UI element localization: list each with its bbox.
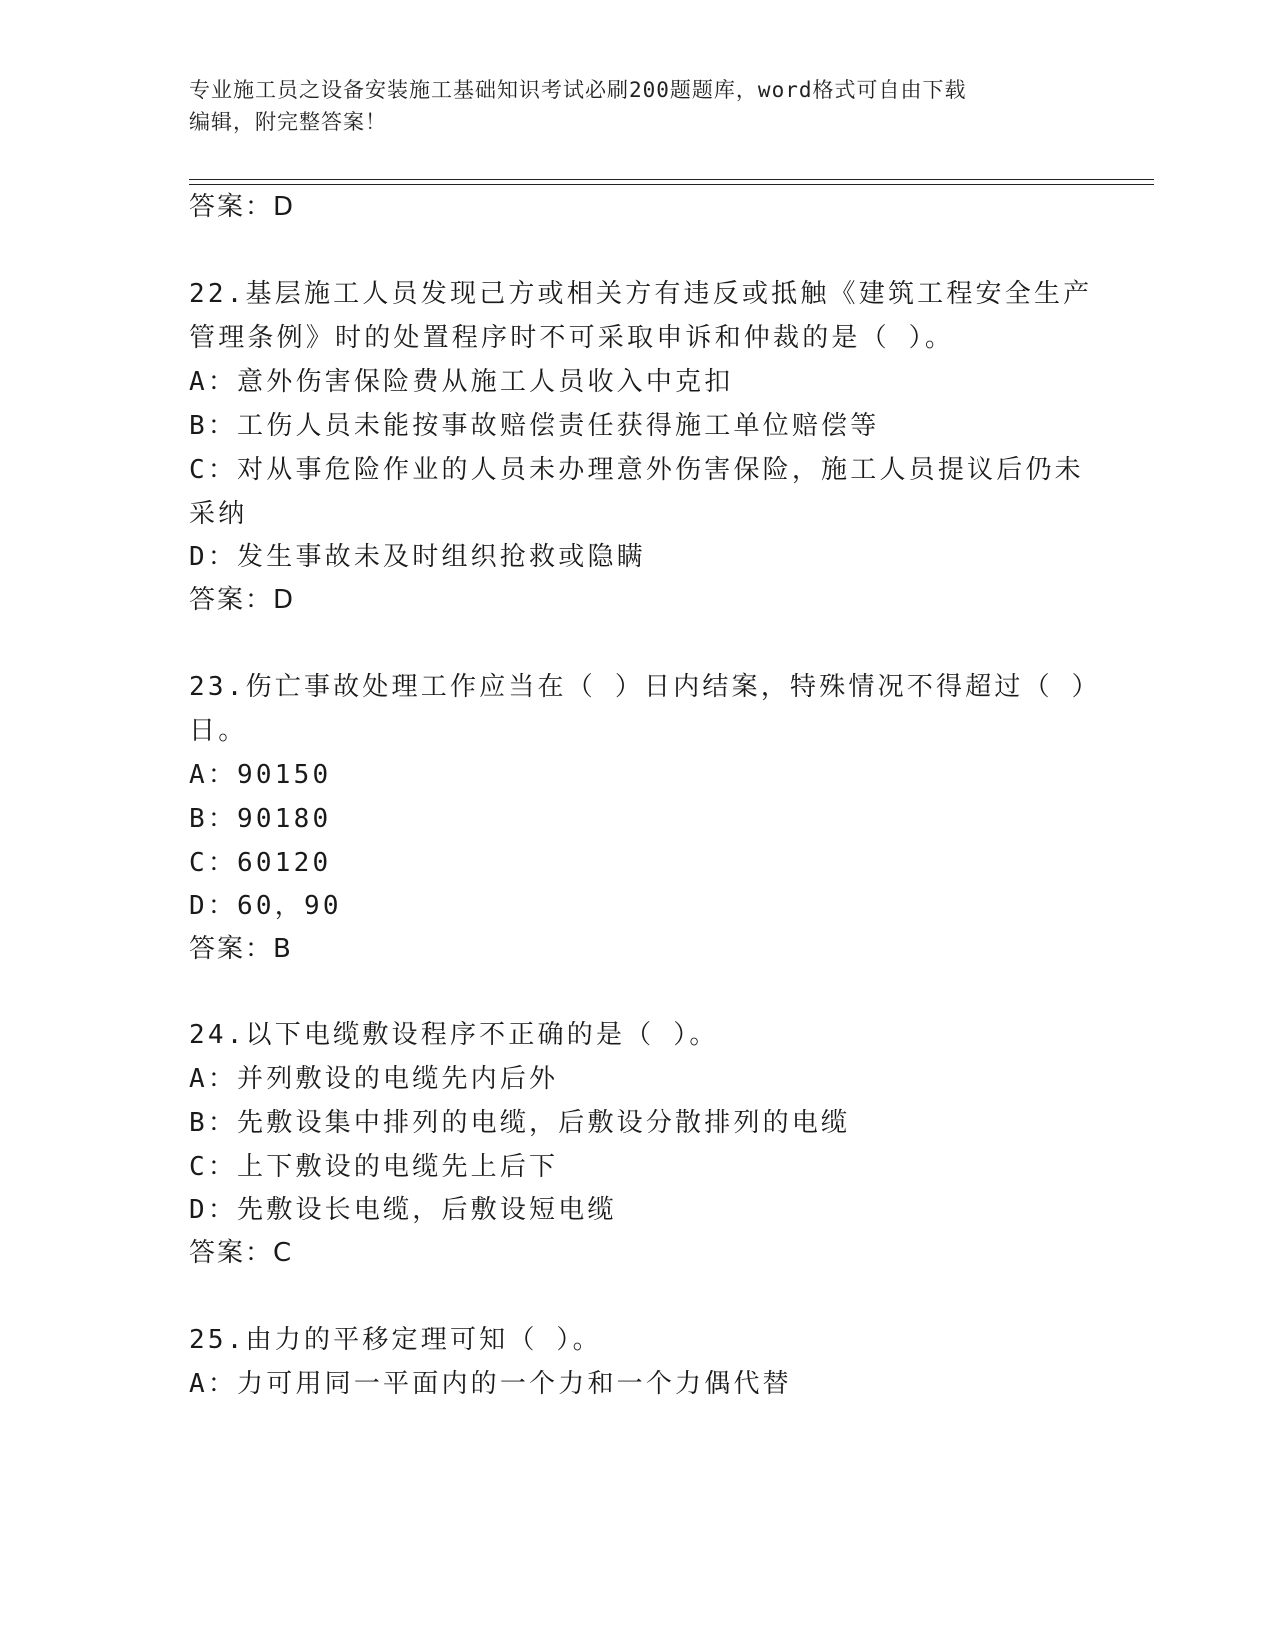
question-23-option-c: C：60120	[189, 848, 332, 878]
question-22-answer: 答案：D	[189, 585, 296, 615]
question-22-stem-line-2: 管理条例》时的处置程序时不可采取申诉和仲裁的是（ ）。	[189, 323, 955, 353]
question-22-option-a: A：意外伤害保险费从施工人员收入中克扣	[189, 367, 734, 397]
question-24-option-b: B：先敷设集中排列的电缆，后敷设分散排列的电缆	[189, 1108, 851, 1138]
question-24-option-d: D：先敷设长电缆，后敷设短电缆	[189, 1195, 617, 1225]
question-23-stem-line-1: 23.伤亡事故处理工作应当在（ ）日内结案，特殊情况不得超过（ ）	[189, 672, 1101, 702]
question-23-option-a: A：90150	[189, 760, 332, 790]
question-24-option-a: A：并列敷设的电缆先内后外	[189, 1064, 559, 1094]
question-22-stem-line-1: 22.基层施工人员发现己方或相关方有违反或抵触《建筑工程安全生产	[189, 279, 1093, 309]
header-line-1: 专业施工员之设备安装施工基础知识考试必刷200题题库，word格式可自由下载	[189, 78, 967, 102]
question-23-answer: 答案：B	[189, 934, 293, 964]
header-line-2: 编辑，附完整答案！	[189, 110, 387, 134]
question-25-option-a: A：力可用同一平面内的一个力和一个力偶代替	[189, 1369, 792, 1399]
answer-prev: 答案：D	[189, 192, 296, 222]
question-24-stem: 24.以下电缆敷设程序不正确的是（ ）。	[189, 1020, 719, 1050]
question-25-stem: 25.由力的平移定理可知（ ）。	[189, 1325, 602, 1355]
question-22-option-c-line-2: 采纳	[189, 499, 248, 529]
question-22-option-c-line-1: C：对从事危险作业的人员未办理意外伤害保险，施工人员提议后仍未	[189, 455, 1084, 485]
question-24-option-c: C：上下敷设的电缆先上后下	[189, 1152, 559, 1182]
question-22-option-b: B：工伤人员未能按事故赔偿责任获得施工单位赔偿等	[189, 411, 880, 441]
question-22-option-d: D：发生事故未及时组织抢救或隐瞒	[189, 542, 646, 572]
question-23-stem-line-2: 日。	[189, 716, 248, 746]
document-header	[189, 74, 1089, 138]
question-23-option-d: D：60，90	[189, 891, 342, 921]
header-divider-bottom	[189, 184, 1154, 185]
question-24-answer: 答案：C	[189, 1238, 294, 1268]
header-divider-top	[189, 179, 1154, 180]
question-23-option-b: B：90180	[189, 804, 332, 834]
